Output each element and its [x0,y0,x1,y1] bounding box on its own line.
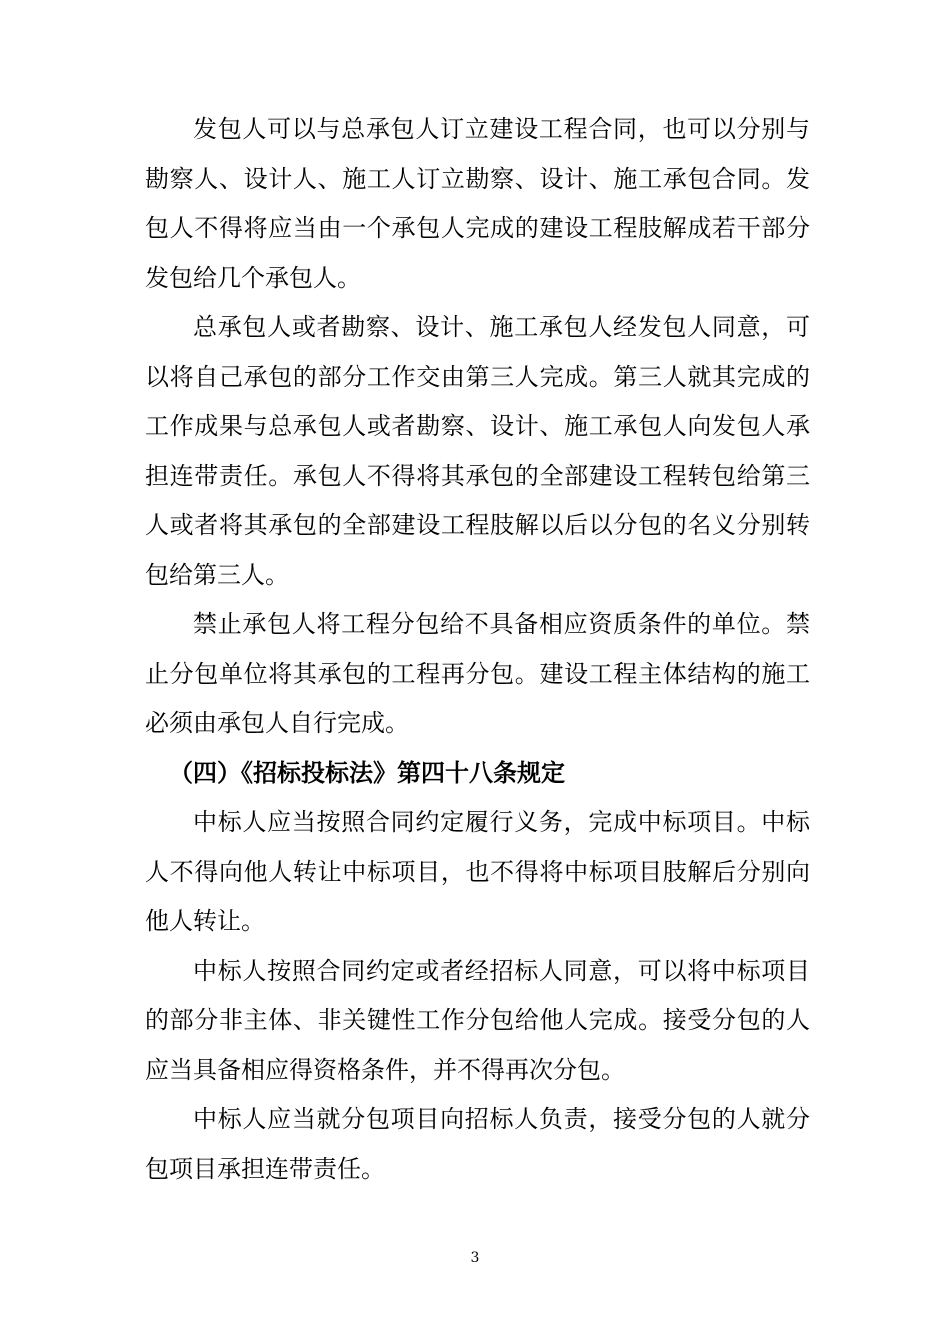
paragraph-bidder-subcontract: 中标人按照合同约定或者经招标人同意，可以将中标项目的部分非主体、非关键性工作分包给他人完成。接受分包的人应当具备相应得资格条件，并不得再次分包。 [145,956,810,1084]
paragraph-prohibition: 禁止承包人将工程分包给不具备相应资质条件的单位。禁止分包单位将其承包的工程再分包。建设工程主体结构的施工必须由承包人自行完成。 [145,610,810,737]
document-body [145,105,810,1194]
section-heading: （四）《招标投标法》第四十八条规定 [169,758,565,787]
paragraph-general-contractor: 总承包人或者勘察、设计、施工承包人经发包人同意，可以将自己承包的部分工作交由第三人完成。第三人就其完成的工作成果与总承包人或者勘察、设计、施工承包人向发包人承担连带责任。承包人不得将其承包的全部建设工程转包给第三人或者将其承包的全部建设工程肢解以后以分包的名义分别转包给第三人。 [145,313,810,589]
paragraph-bidder-obligation: 中标人应当按照合同约定履行义务，完成中标项目。中标人不得向他人转让中标项目，也不得将中标项目肢解后分别向他人转让。 [145,808,810,935]
paragraph-contract-subcontract: 发包人可以与总承包人订立建设工程合同，也可以分别与勘察人、设计人、施工人订立勘察、设计、施工承包合同。发包人不得将应当由一个承包人完成的建设工程肢解成若干部分发包给几个承包人。 [145,115,810,292]
page-number: 3 [470,1250,480,1266]
paragraph-bidder-liability: 中标人应当就分包项目向招标人负责，接受分包的人就分包项目承担连带责任。 [145,1105,810,1183]
